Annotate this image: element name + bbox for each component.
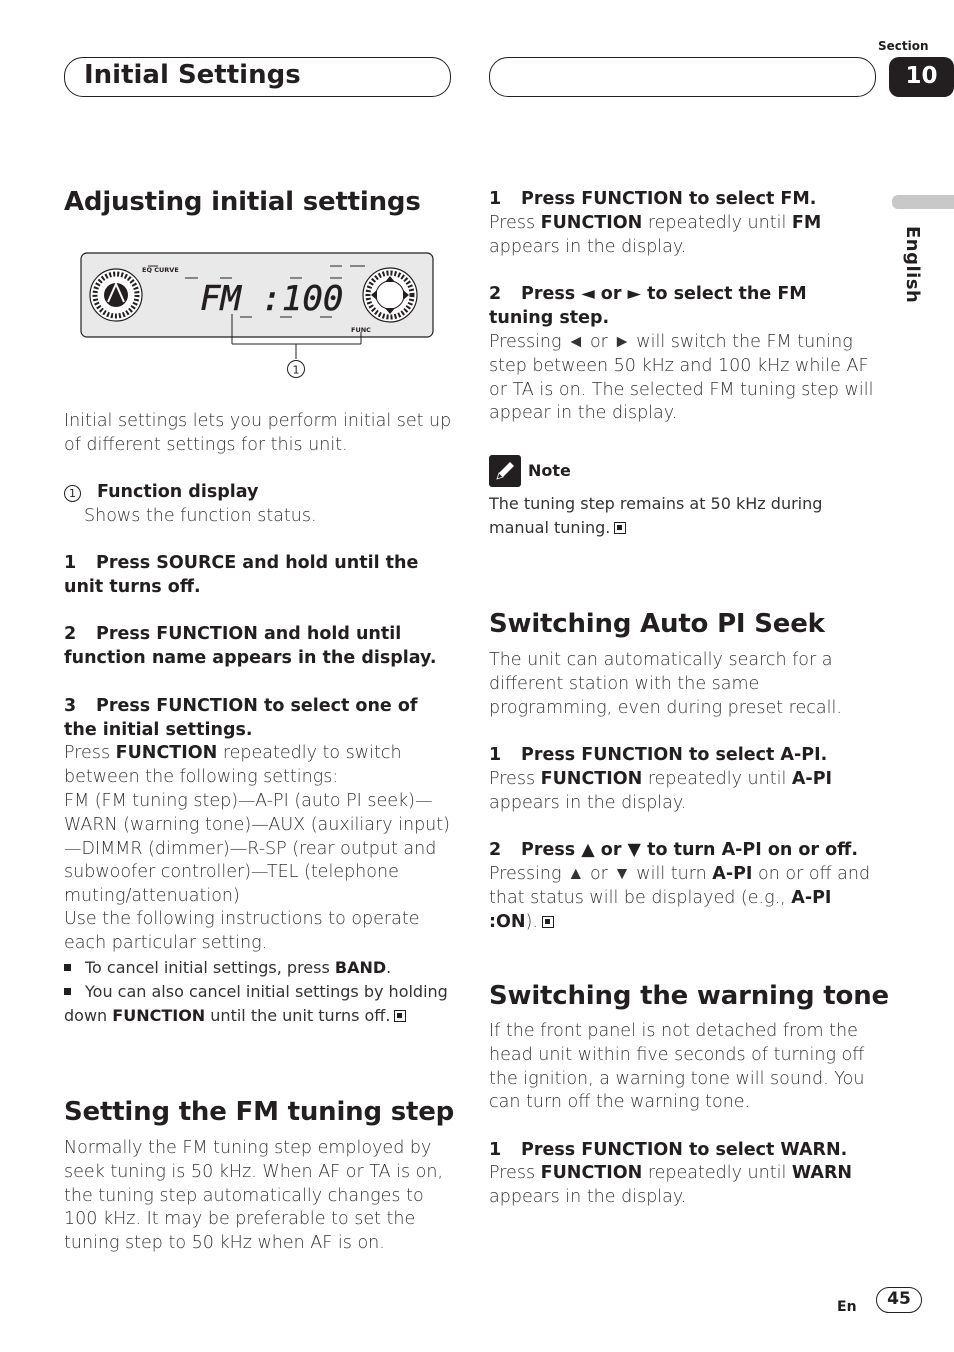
fm-step-1-text: Press FUNCTION to select FM.	[521, 189, 817, 209]
intro-text: Initial settings lets you perform initial set up of different settings for this unit.	[64, 411, 452, 455]
callout-item-number: 1	[64, 485, 81, 502]
api-step-1-text: Press FUNCTION to select A-PI.	[521, 745, 828, 765]
fm-step-2-body: Pressing ◄ or ► will switch the FM tuning step between 50 kHz and 100 kHz while AF or TA is on. The selected FM tuning step will appear in the display.	[489, 332, 874, 424]
language-label: English	[902, 226, 923, 304]
end-mark-icon	[394, 1010, 406, 1022]
callout-item-label: Function display	[97, 482, 259, 502]
step-3-text: Press FUNCTION to select one of the initial settings.	[64, 696, 418, 740]
api-step-1-body: Press FUNCTION repeatedly until A-PI appears in the display.	[489, 769, 833, 813]
step-1-number: 1	[64, 553, 77, 573]
step-3	[64, 695, 454, 743]
bullet-icon	[64, 988, 71, 995]
header-right-pill	[489, 57, 876, 97]
note-label: Note	[528, 461, 571, 480]
callout-number: 1	[292, 363, 300, 377]
section-label: Section	[878, 39, 929, 53]
warn-step-1-body: Press FUNCTION repeatedly until WARN appears in the display.	[489, 1163, 853, 1207]
section-number-badge: 10	[889, 57, 954, 97]
footer-lang-code: En	[837, 1299, 857, 1315]
page-number: 45	[876, 1287, 922, 1313]
step-3-instructions: Use the following instructions to operate each particular setting.	[64, 909, 420, 953]
warn-step-1-number: 1	[489, 1140, 502, 1160]
end-mark-icon	[614, 522, 626, 534]
warning-tone-title: Switching the warning tone	[489, 981, 889, 1011]
func-label: FUNC	[351, 326, 371, 334]
step-2	[64, 623, 454, 671]
bullet-hold: You can also cancel initial settings by holding down FUNCTION until the unit turns off.	[64, 982, 448, 1025]
api-step-1	[489, 744, 879, 768]
step-2-number: 2	[64, 624, 77, 644]
auto-pi-title: Switching Auto PI Seek	[489, 609, 825, 639]
warning-tone-body: If the front panel is not detached from the head unit within five seconds of turning off the ignition, a warning tone will sound. You can turn off the warning tone.	[489, 1021, 865, 1113]
note-text: The tuning step remains at 50 kHz during manual tuning.	[489, 494, 823, 537]
api-step-1-number: 1	[489, 745, 502, 765]
fm-step-2-text: Press ◄ or ► to select the FM tuning step.	[489, 284, 807, 328]
callout-item	[64, 481, 454, 505]
fm-tuning-body: Normally the FM tuning step employed by seek tuning is 50 kHz. When AF or TA is on, the tuning step automatically changes to 100 kHz. It may be preferable to set the tuning step to 50 kHz when AF is on.	[64, 1138, 444, 1254]
bullet-icon	[64, 964, 71, 971]
api-step-2-number: 2	[489, 840, 502, 860]
eq-curve-label: EQ CURVE	[142, 266, 179, 274]
warn-step-1	[489, 1139, 879, 1163]
note-icon	[489, 455, 521, 487]
step-3-number: 3	[64, 696, 77, 716]
api-step-2-text: Press ▲ or ▼ to turn A-PI on or off.	[521, 840, 858, 860]
step-2-text: Press FUNCTION and hold until function name appears in the display.	[64, 624, 437, 668]
bullet-cancel: To cancel initial settings, press BAND.	[64, 956, 454, 980]
warn-step-1-text: Press FUNCTION to select WARN.	[521, 1140, 848, 1160]
fm-tuning-title: Setting the FM tuning step	[64, 1097, 455, 1127]
api-step-2	[489, 839, 879, 863]
main-title: Adjusting initial settings	[64, 187, 421, 217]
fm-step-2	[489, 283, 869, 331]
header-title: Initial Settings	[84, 60, 301, 90]
auto-pi-body: The unit can automatically search for a different station with the same programming, even during preset recall.	[489, 650, 842, 718]
fm-step-2-number: 2	[489, 284, 502, 304]
fm-step-1-number: 1	[489, 189, 502, 209]
fm-step-1	[489, 188, 879, 212]
step-1-text: Press SOURCE and hold until the unit turns off.	[64, 553, 419, 597]
step-3-body: Press FUNCTION repeatedly to switch between the following settings:	[64, 743, 402, 787]
head-unit-display-illustration	[80, 252, 434, 382]
end-mark-icon	[542, 916, 554, 928]
function-display-figure	[80, 252, 434, 382]
fm-step-1-body: Press FUNCTION repeatedly until FM appears in the display.	[489, 213, 822, 257]
api-step-2-body: Pressing ▲ or ▼ will turn A-PI on or off and that status will be displayed (e.g., A-PI :ON).	[489, 864, 871, 932]
step-1	[64, 552, 454, 600]
callout-item-desc: Shows the function status.	[84, 506, 317, 526]
lcd-text: FM :100	[200, 279, 344, 319]
settings-list: FM (FM tuning step)—A-PI (auto PI seek)—WARN (warning tone)—AUX (auxiliary input)—DIMMR (dimmer)—R-SP (rear output and subwoofer controller)—TEL (telephone muting/attenuation)	[64, 791, 450, 907]
language-tab	[892, 195, 954, 209]
